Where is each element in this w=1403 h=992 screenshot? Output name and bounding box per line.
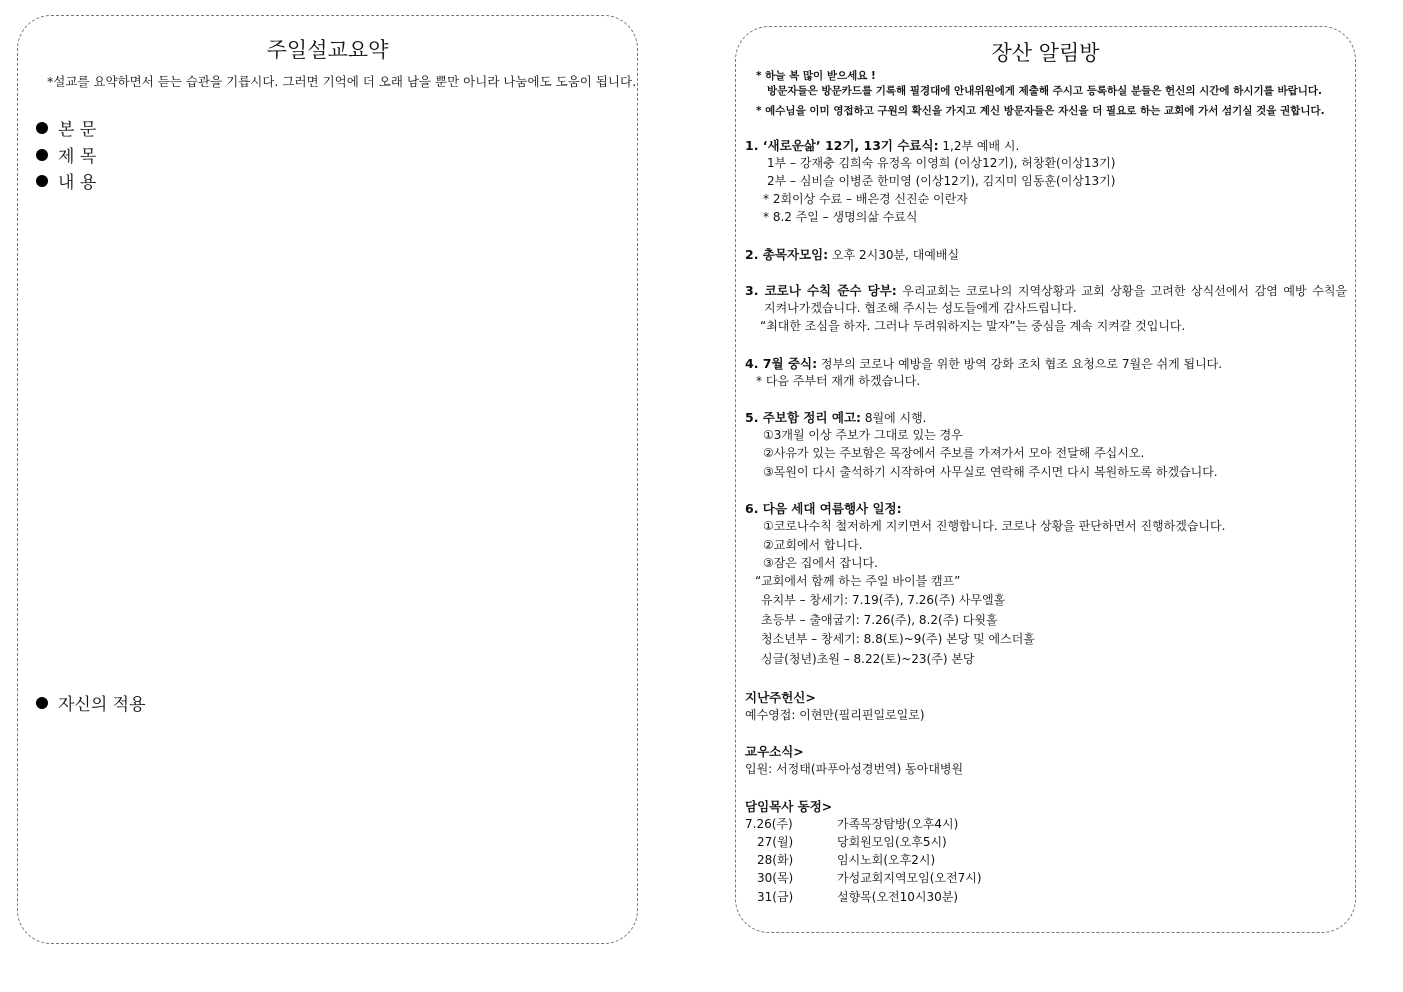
bullet-content xyxy=(36,168,96,193)
notice-6-line: ②교회에서 합니다. xyxy=(763,538,863,552)
notice-6-line: 청소년부 – 창세기: 8.8(토)~9(주) 본당 및 에스더홀 xyxy=(761,632,1035,646)
notice-6-heading: 6. 다음 세대 여름행사 일정: xyxy=(745,501,902,516)
schedule-event: 가성교회지역모임(오전7시) xyxy=(837,871,982,885)
notice-2-text: 오후 2시30분, 대예배실 xyxy=(828,248,960,262)
bullet-scripture xyxy=(36,115,96,140)
last-week-heading: 지난주헌신> xyxy=(745,690,816,705)
notice-1-line: 1부 – 강재충 김희숙 유정옥 이영희 (이상12기), 허창환(이상13기) xyxy=(767,156,1116,170)
notice-4-line: * 다음 주부터 재개 하겠습니다. xyxy=(756,374,921,388)
notice-5-line: ③목원이 다시 출석하기 시작하여 사무실로 연락해 주시면 다시 복원하도록 하겠습니다. xyxy=(763,465,1218,479)
bullet-label: 본 문 xyxy=(58,120,97,140)
members-news-heading: 교우소식> xyxy=(745,744,804,759)
notice-6-line: ①코로나수칙 철저하게 지키면서 진행합니다. 코로나 상황을 판단하면서 진행하겠습니다. xyxy=(763,519,1226,533)
notice-5-line: ②사유가 있는 주보함은 목장에서 주보를 가져가서 모아 전달해 주십시오. xyxy=(763,446,1145,460)
schedule-date: 7.26(주) xyxy=(745,817,793,831)
notice-2 xyxy=(745,247,959,263)
last-week-line: 예수영접: 이현만(필리핀일로일로) xyxy=(745,708,925,722)
notice-1-line: 2부 – 심비슬 이병준 한미영 (이상12기), 김지미 임동훈(이상13기) xyxy=(767,174,1116,188)
notice-3-text: 우리교회는 코로나의 지역상황과 교회 상황을 고려한 상식선에서 감염 예방 수칙을 xyxy=(896,284,1348,298)
notice-5-line: ①3개월 이상 주보가 그대로 있는 경우 xyxy=(763,428,963,442)
bullet-application xyxy=(36,690,146,715)
notice-6-line: “교회에서 함께 하는 주일 바이블 캠프” xyxy=(755,574,961,588)
schedule-event: 임시노회(오후2시) xyxy=(837,853,936,867)
bullet-dot-icon xyxy=(36,122,48,134)
bullet-dot-icon xyxy=(36,149,48,161)
notice-3 xyxy=(745,283,1347,299)
notice-4-text: 정부의 코로나 예방을 위한 방역 강화 조치 협조 요청으로 7월은 쉬게 됩니다. xyxy=(817,357,1223,371)
schedule-date: 30(목) xyxy=(757,871,794,885)
notice-5-heading: 5. 주보함 정리 예고: xyxy=(745,410,862,425)
notice-5 xyxy=(745,410,926,426)
notice-1-heading: 1. ‘새로운삶’ 12기, 13기 수료식: xyxy=(745,138,939,153)
bullet-label: 제 목 xyxy=(58,147,97,167)
notice-3-line: 지켜나가겠습니다. 협조해 주시는 성도들에게 감사드립니다. xyxy=(764,301,1077,315)
sermon-summary-note: *설교를 요약하면서 듣는 습관을 기릅시다. 그러면 기억에 더 오래 남을 뿐만 아니라 나눔에도 도움이 됩니다. xyxy=(47,74,637,89)
notice-6-line: 싱글(청년)초원 – 8.22(토)~23(주) 본당 xyxy=(761,652,975,666)
bullet-label: 내 용 xyxy=(58,173,97,193)
bullet-title xyxy=(36,142,96,167)
welcome-line: * 하늘 복 많이 받으세요 ! xyxy=(756,70,876,82)
pastor-schedule-heading: 담임목사 동정> xyxy=(745,799,833,814)
notice-6 xyxy=(745,501,902,517)
notice-1-line: * 8.2 주일 – 생명의삶 수료식 xyxy=(763,210,918,224)
welcome-line: * 예수님을 이미 영접하고 구원의 확신을 가지고 계신 방문자들은 자신을 더 필요로 하는 교회에 가서 섬기실 것을 권합니다. xyxy=(756,105,1325,117)
welcome-line: 방문자들은 방문카드를 기록해 필경대에 안내위원에게 제출해 주시고 등록하실 분들은 헌신의 시간에 하시기를 바랍니다. xyxy=(767,85,1323,97)
notice-6-line: ③잠은 집에서 잡니다. xyxy=(763,556,878,570)
schedule-date: 28(화) xyxy=(757,853,794,867)
schedule-event: 설향목(오전10시30분) xyxy=(837,890,959,904)
announcements-title: 장산 알림방 xyxy=(991,41,1100,65)
notice-1-text: 1,2부 예배 시. xyxy=(938,139,1020,153)
bullet-dot-icon xyxy=(36,175,48,187)
notice-1 xyxy=(745,138,1019,154)
schedule-date: 31(금) xyxy=(757,890,794,904)
notice-6-line: 유치부 – 창세기: 7.19(주), 7.26(주) 사무엘홀 xyxy=(761,593,1006,607)
notice-4-heading: 4. 7월 중식: xyxy=(745,356,818,371)
schedule-date: 27(월) xyxy=(757,835,794,849)
sermon-summary-panel xyxy=(17,15,638,944)
bullet-dot-icon xyxy=(36,697,48,709)
notice-6-line: 초등부 – 출애굽기: 7.26(주), 8.2(주) 다윗홀 xyxy=(761,613,998,627)
announcements-panel xyxy=(735,26,1356,933)
notice-5-text: 8월에 시행. xyxy=(861,411,927,425)
notice-4 xyxy=(745,356,1222,372)
schedule-event: 당회원모임(오후5시) xyxy=(837,835,947,849)
notice-1-line: * 2회이상 수료 – 배은경 신진순 이란자 xyxy=(763,192,968,206)
notice-2-heading: 2. 총목자모임: xyxy=(745,247,829,262)
bullet-label: 자신의 적용 xyxy=(58,695,146,715)
notice-3-heading: 3. 코로나 수칙 준수 당부: xyxy=(745,283,897,298)
schedule-event: 가족목장탐방(오후4시) xyxy=(837,817,959,831)
members-news-line: 입원: 서정태(파푸아성경번역) 동아대병원 xyxy=(745,762,964,776)
sermon-summary-title: 주일설교요약 xyxy=(266,38,389,62)
notice-3-line: “최대한 조심을 하자. 그러나 두려워하지는 말자”는 중심을 계속 지켜갈 것입니다. xyxy=(760,319,1186,333)
